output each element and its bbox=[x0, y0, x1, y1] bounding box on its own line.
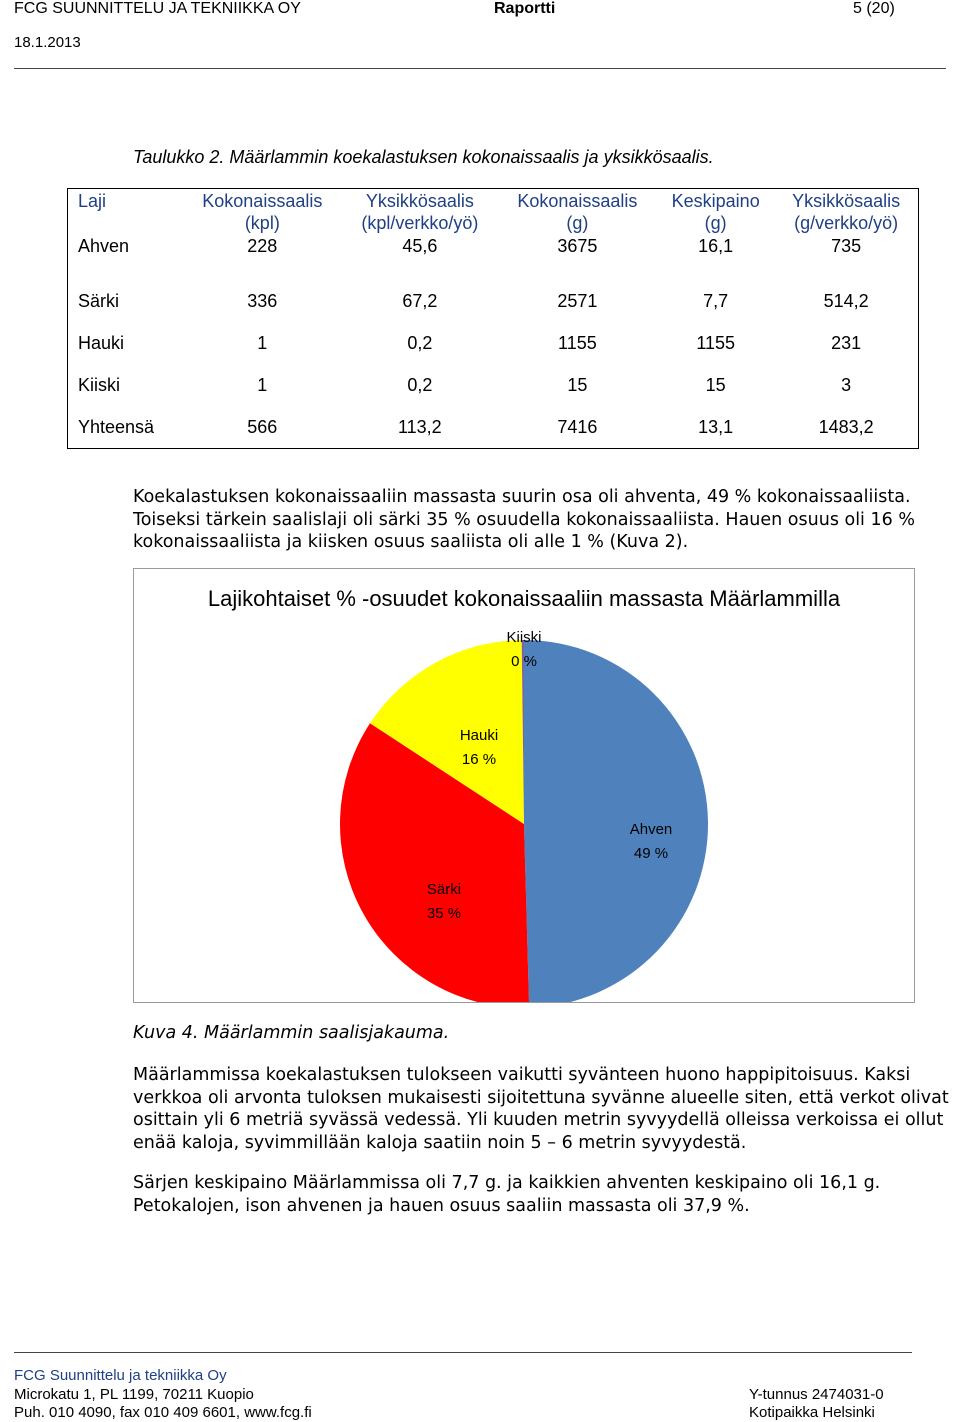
col-header-unit-mass: Yksikkösaalis (g/verkko/yö) bbox=[792, 191, 901, 233]
table-cell: Särki bbox=[78, 290, 120, 311]
header-date: 18.1.2013 bbox=[14, 34, 81, 51]
table-cell: 514,2 bbox=[823, 290, 869, 311]
table-cell: 1 bbox=[257, 332, 268, 353]
table-cell: 1 bbox=[257, 374, 268, 395]
pie-label-value: 49 % bbox=[633, 845, 669, 862]
footer-business-id: Y-tunnus 2474031-0 bbox=[749, 1386, 884, 1403]
pie-label-name: Kiiski bbox=[506, 629, 542, 646]
table-row-total bbox=[68, 406, 919, 449]
footer-address: Microkatu 1, PL 1199, 70211 Kuopio bbox=[14, 1386, 254, 1403]
header-page-number: 5 (20) bbox=[853, 0, 895, 17]
table-cell: 3675 bbox=[557, 236, 598, 256]
pie-slice-ahven bbox=[524, 640, 708, 1002]
pie-chart-svg bbox=[134, 569, 914, 1002]
pie-label-value: 16 % bbox=[461, 751, 497, 768]
pie-label-value: 0 % bbox=[511, 653, 537, 670]
header-divider bbox=[14, 68, 946, 69]
table-cell: 45,6 bbox=[402, 236, 438, 256]
table-row bbox=[68, 364, 919, 406]
table-cell: 1155 bbox=[696, 332, 736, 353]
col-header-total-mass: Kokonaissaalis (g) bbox=[517, 191, 638, 233]
table-cell: 7416 bbox=[557, 416, 598, 437]
table-row bbox=[68, 280, 919, 322]
table-cell: 16,1 bbox=[698, 236, 734, 256]
col-header-unit-count: Yksikkösaalis (kpl/verkko/yö) bbox=[361, 191, 479, 233]
pie-label-value: 35 % bbox=[426, 905, 462, 922]
table-cell: 1155 bbox=[558, 332, 597, 353]
pie-chart bbox=[133, 568, 915, 1003]
table-cell: 3 bbox=[841, 374, 852, 395]
table-cell: 7,7 bbox=[703, 290, 729, 311]
pie-label-name: Ahven bbox=[629, 821, 673, 838]
table-cell: 0,2 bbox=[407, 332, 433, 353]
table-row bbox=[68, 322, 919, 364]
pie-label-name: Hauki bbox=[459, 727, 499, 744]
table-row bbox=[68, 234, 919, 280]
pie-label-name: Särki bbox=[426, 881, 462, 898]
table-cell: 67,2 bbox=[402, 290, 438, 311]
table-cell: Ahven bbox=[78, 236, 130, 256]
footer-company: FCG Suunnittelu ja tekniikka Oy bbox=[14, 1367, 227, 1384]
paragraph-summary: Koekalastuksen kokonaissaaliin massasta suurin osa oli ahventa, 49 % kokonaissaaliista. Toiseksi tärkein saalislaji oli särki 35 % osuudella kokonaissaaliista. Hauen osuus oli 16 % kokonaissaaliista ja kiisken osuus saaliista oli alle 1 % (Kuva 2). bbox=[133, 487, 915, 552]
table-caption: Taulukko 2. Määrlammin koekalastuksen kokonaissaalis ja yksikkösaalis. bbox=[133, 147, 714, 167]
table-cell: Kiiski bbox=[78, 374, 121, 395]
table-cell: 2571 bbox=[557, 290, 598, 311]
footer-divider bbox=[14, 1352, 912, 1353]
table-cell: 0,2 bbox=[407, 374, 433, 395]
table-cell: 15 bbox=[567, 374, 588, 395]
header-doc-type: Raportti bbox=[494, 0, 556, 17]
paragraph-weights: Särjen keskipaino Määrlammissa oli 7,7 g. ja kaikkien ahventen keskipaino oli 16,1 g. Petokalojen, ison ahvenen ja hauen osuus saaliin massasta oli 37,9 %. bbox=[133, 1173, 881, 1216]
col-header-total-count: Kokonaissaalis (kpl) bbox=[202, 191, 323, 233]
table-cell: 13,1 bbox=[698, 416, 734, 437]
col-header-mean-weight: Keskipaino (g) bbox=[671, 191, 760, 233]
table-cell: 15 bbox=[705, 374, 726, 395]
chart-title: Lajikohtaiset % -osuudet kokonaissaaliin massasta Määrlammilla bbox=[207, 586, 841, 611]
table-cell: 228 bbox=[247, 236, 278, 256]
table-cell: 566 bbox=[247, 416, 278, 437]
table-cell: 113,2 bbox=[397, 416, 442, 437]
table-cell: 1483,2 bbox=[818, 416, 874, 437]
catch-table bbox=[67, 188, 919, 449]
paragraph-oxygen: Määrlammissa koekalastuksen tulokseen vaikutti syvänteen huono happipitoisuus. Kaksi verkkoa oli arvonta tuloksen mukaisesti sijoitettuna syvänne alueelle siten, että verkot olivat osittain yli 6 metriä syvässä vedessä. Yli kuuden metrin syvyydellä olleissa verkoissa ei ollut enää kaloja, syvimmillään kaloja saatiin noin 5 – 6 metrin syvyydestä. bbox=[133, 1065, 949, 1153]
table-cell: 735 bbox=[831, 236, 862, 256]
table-cell: 336 bbox=[247, 290, 278, 311]
table-cell: Yhteensä bbox=[78, 416, 155, 437]
figure-caption: Kuva 4. Määrlammin saalisjakauma. bbox=[133, 1023, 450, 1043]
table-header-row bbox=[68, 189, 919, 235]
header-company: FCG SUUNNITTELU JA TEKNIIKKA OY bbox=[14, 0, 301, 17]
footer-city: Kotipaikka Helsinki bbox=[749, 1404, 875, 1421]
footer-phone: Puh. 010 4090, fax 010 409 6601, www.fcg.fi bbox=[14, 1404, 312, 1421]
col-header-species: Laji bbox=[78, 191, 107, 211]
table-cell: 231 bbox=[831, 332, 862, 353]
table-cell: Hauki bbox=[78, 332, 125, 353]
